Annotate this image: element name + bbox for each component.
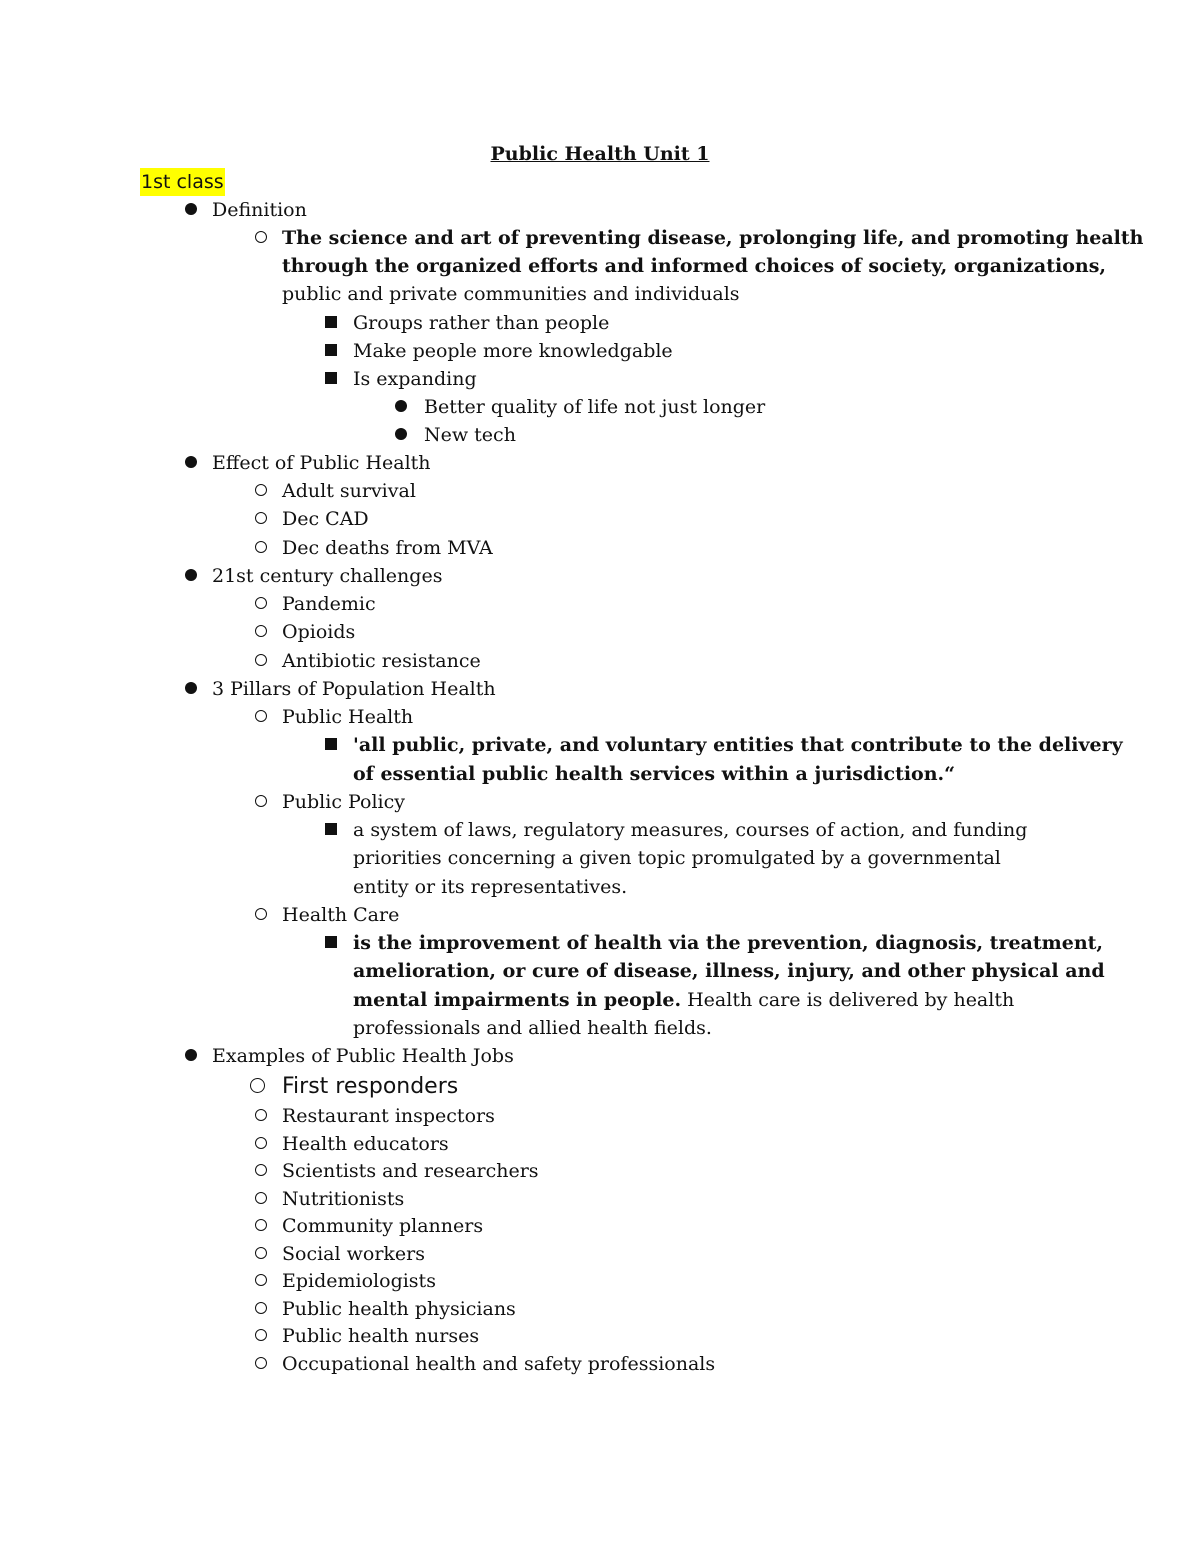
job-text: Occupational health and safety professionals	[282, 1353, 716, 1375]
pillar-label: Health Care	[282, 904, 400, 926]
pillar-definition-line: is the improvement of health via the prevention, diagnosis, treatment,	[353, 932, 1104, 954]
filled-square-bullet-icon	[316, 365, 346, 393]
hollow-circle-bullet-icon	[246, 1212, 276, 1240]
filled-square-bullet-icon	[316, 731, 346, 759]
list-item	[246, 590, 376, 618]
item-text: Antibiotic resistance	[282, 650, 481, 672]
definition-line-2: through the organized efforts and informed choices of society, organizations,	[282, 255, 1107, 277]
pillar-definition-line: entity or its representatives.	[353, 876, 628, 898]
hollow-circle-bullet-icon	[246, 1322, 276, 1350]
hollow-circle-bullet-icon	[246, 534, 276, 562]
list-item	[246, 647, 481, 675]
job-text: Health educators	[282, 1133, 449, 1155]
definition-line-1: The science and art of preventing disease, prolonging life, and promoting health	[282, 227, 1144, 249]
normal-text: Health care is delivered by health	[681, 989, 1015, 1011]
definition-heading: Definition	[212, 199, 307, 221]
filled-square-bullet-icon	[316, 816, 346, 844]
list-item	[386, 393, 765, 421]
filled-circle-bullet-icon	[176, 1042, 206, 1070]
list-item	[246, 901, 399, 929]
point-text: Groups rather than people	[353, 312, 610, 334]
job-text: Scientists and researchers	[282, 1160, 539, 1182]
document-title: Public Health Unit 1	[490, 143, 710, 165]
list-item-challenges	[176, 562, 442, 590]
list-item	[246, 477, 416, 505]
definition-text	[246, 224, 1143, 252]
job-text: Public health physicians	[282, 1298, 516, 1320]
list-item	[246, 1130, 449, 1158]
list-item	[316, 816, 1027, 844]
filled-square-bullet-icon	[316, 337, 346, 365]
job-text: Public health nurses	[282, 1325, 480, 1347]
job-text: First responders	[282, 1074, 459, 1099]
sub-point-text: Better quality of life not just longer	[424, 396, 766, 418]
list-item	[246, 788, 405, 816]
hollow-circle-bullet-icon	[246, 477, 276, 505]
list-item	[316, 309, 609, 337]
point-text: Make people more knowledgable	[353, 340, 673, 362]
filled-square-bullet-icon	[316, 309, 346, 337]
filled-circle-bullet-icon	[176, 675, 206, 703]
item-text: Adult survival	[282, 480, 416, 502]
hollow-circle-bullet-icon	[246, 224, 276, 252]
list-item	[246, 1157, 539, 1185]
list-item	[386, 421, 516, 449]
filled-circle-bullet-icon	[176, 562, 206, 590]
list-item	[246, 1185, 404, 1213]
class-label-highlighted: 1st class	[140, 168, 225, 196]
list-item	[242, 1073, 458, 1101]
definition-line-3: public and private communities and individuals	[282, 283, 740, 305]
filled-circle-bullet-icon	[386, 393, 416, 421]
list-item	[246, 1212, 483, 1240]
list-item	[246, 618, 355, 646]
list-item	[316, 929, 1103, 957]
pillar-definition-line	[353, 986, 1014, 1014]
hollow-circle-bullet-icon	[246, 901, 276, 929]
item-text: Opioids	[282, 621, 356, 643]
item-text: Dec deaths from MVA	[282, 537, 493, 559]
list-item	[246, 1102, 495, 1130]
list-item	[316, 731, 1123, 759]
list-item	[316, 337, 673, 365]
list-item-effect	[176, 449, 431, 477]
hollow-circle-bullet-icon	[246, 703, 276, 731]
list-item-pillars	[176, 675, 496, 703]
hollow-circle-bullet-icon	[242, 1073, 272, 1101]
list-item-definition	[176, 196, 307, 224]
pillar-definition-line: a system of laws, regulatory measures, courses of action, and funding	[353, 819, 1028, 841]
point-text: Is expanding	[353, 368, 477, 390]
hollow-circle-bullet-icon	[246, 1185, 276, 1213]
hollow-circle-bullet-icon	[246, 1102, 276, 1130]
challenges-heading: 21st century challenges	[212, 565, 443, 587]
hollow-circle-bullet-icon	[246, 1240, 276, 1268]
list-item	[246, 1322, 479, 1350]
list-item	[246, 1267, 436, 1295]
filled-circle-bullet-icon	[386, 421, 416, 449]
job-text: Restaurant inspectors	[282, 1105, 495, 1127]
hollow-circle-bullet-icon	[246, 1267, 276, 1295]
hollow-circle-bullet-icon	[246, 1350, 276, 1378]
list-item	[316, 365, 477, 393]
hollow-circle-bullet-icon	[246, 1130, 276, 1158]
pillars-heading: 3 Pillars of Population Health	[212, 678, 496, 700]
item-text: Dec CAD	[282, 508, 369, 530]
bold-text: mental impairments in people.	[353, 989, 682, 1011]
list-item	[246, 1295, 516, 1323]
job-text: Nutritionists	[282, 1188, 405, 1210]
pillar-label: Public Policy	[282, 791, 405, 813]
hollow-circle-bullet-icon	[246, 1295, 276, 1323]
pillar-definition-line: of essential public health services within a jurisdiction.“	[353, 763, 956, 785]
effect-heading: Effect of Public Health	[212, 452, 431, 474]
filled-circle-bullet-icon	[176, 196, 206, 224]
list-item	[246, 1240, 425, 1268]
hollow-circle-bullet-icon	[246, 1157, 276, 1185]
pillar-definition-line: professionals and allied health fields.	[353, 1017, 712, 1039]
hollow-circle-bullet-icon	[246, 590, 276, 618]
hollow-circle-bullet-icon	[246, 788, 276, 816]
hollow-circle-bullet-icon	[246, 618, 276, 646]
hollow-circle-bullet-icon	[246, 505, 276, 533]
job-text: Epidemiologists	[282, 1270, 436, 1292]
job-text: Social workers	[282, 1243, 425, 1265]
jobs-heading: Examples of Public Health Jobs	[212, 1045, 514, 1067]
item-text: Pandemic	[282, 593, 376, 615]
list-item-jobs	[176, 1042, 514, 1070]
filled-square-bullet-icon	[316, 929, 346, 957]
sub-point-text: New tech	[424, 424, 516, 446]
list-item	[246, 505, 369, 533]
list-item	[246, 1350, 715, 1378]
job-text: Community planners	[282, 1215, 484, 1237]
pillar-definition-line: 'all public, private, and voluntary entities that contribute to the delivery	[353, 734, 1123, 756]
filled-circle-bullet-icon	[176, 449, 206, 477]
pillar-definition-line: amelioration, or cure of disease, illness, injury, and other physical and	[353, 960, 1105, 982]
pillar-label: Public Health	[282, 706, 414, 728]
hollow-circle-bullet-icon	[246, 647, 276, 675]
pillar-definition-line: priorities concerning a given topic promulgated by a governmental	[353, 847, 1001, 869]
list-item	[246, 703, 413, 731]
list-item	[246, 534, 493, 562]
